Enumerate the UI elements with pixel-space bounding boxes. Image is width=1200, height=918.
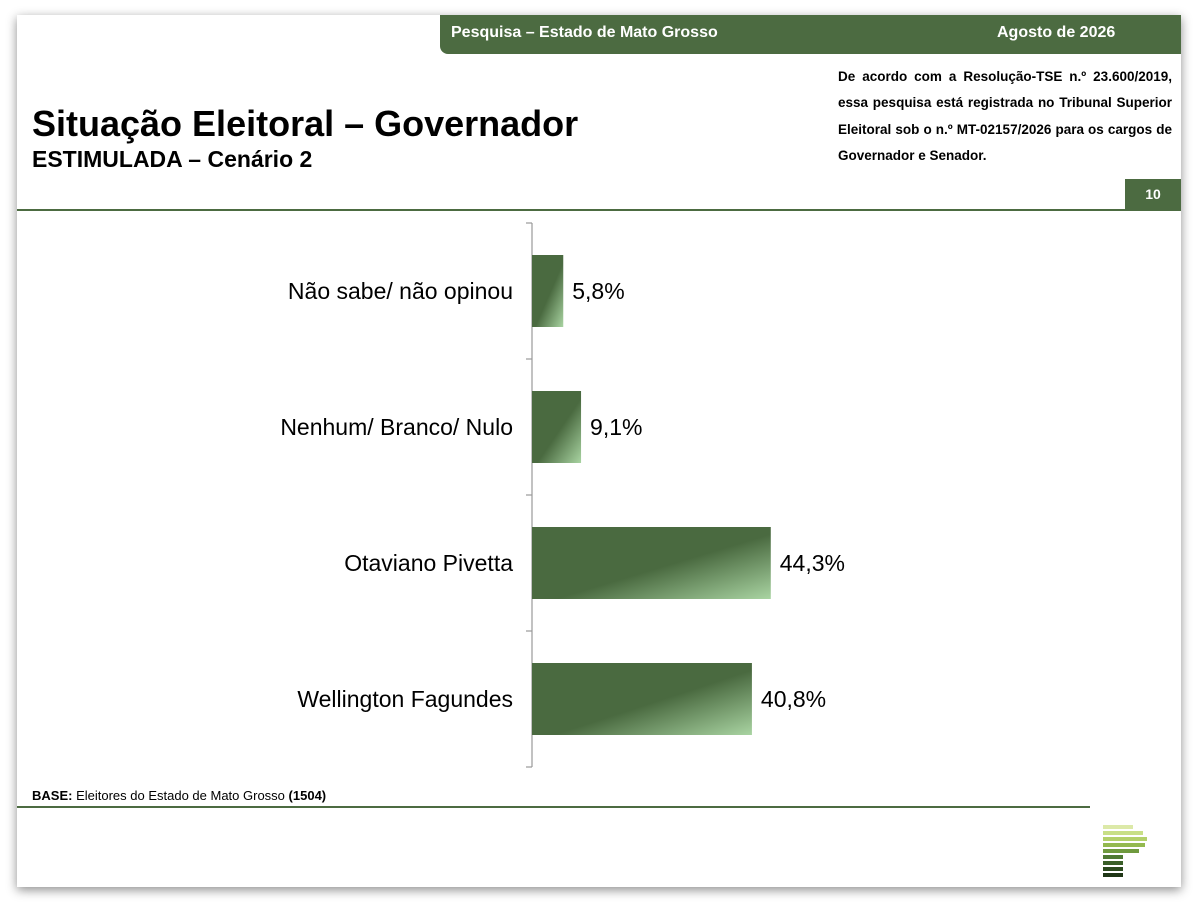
value-label: 40,8% xyxy=(760,686,827,712)
bar xyxy=(532,391,581,463)
bar xyxy=(532,663,752,735)
company-logo xyxy=(1103,825,1149,877)
bar-chart xyxy=(17,215,1181,775)
category-label: Nenhum/ Branco/ Nulo xyxy=(280,414,513,440)
base-text: Eleitores do Estado de Mato Grosso xyxy=(76,788,285,803)
value-label: 9,1% xyxy=(590,414,643,440)
category-label: Otaviano Pivetta xyxy=(344,550,513,576)
value-label: 5,8% xyxy=(572,278,625,304)
bar xyxy=(532,255,563,327)
value-label: 44,3% xyxy=(779,550,845,576)
base-note xyxy=(32,788,326,803)
page-subtitle: ESTIMULADA – Cenário 2 xyxy=(32,146,313,172)
page-number: 10 xyxy=(1125,179,1181,209)
slide xyxy=(17,15,1181,887)
base-count: (1504) xyxy=(288,788,327,803)
survey-name: Pesquisa – Estado de Mato Grosso xyxy=(451,24,718,41)
page-title: Situação Eleitoral – Governador xyxy=(32,103,579,144)
category-label: Wellington Fagundes xyxy=(297,686,513,712)
header-divider xyxy=(17,209,1181,211)
footer-divider xyxy=(17,806,1090,808)
bar xyxy=(532,527,771,599)
tse-registration-note: De acordo com a Resolução-TSE n.º 23.600/2019, essa pesquisa está registrada no Tribunal Superior Eleitoral sob o n.º MT-02157/2026 para os cargos de Governador e Senador. xyxy=(838,69,1172,163)
survey-date: Agosto de 2026 xyxy=(997,24,1116,41)
header-bar xyxy=(440,15,1181,54)
category-label: Não sabe/ não opinou xyxy=(287,278,513,304)
base-label: BASE: xyxy=(32,788,73,803)
